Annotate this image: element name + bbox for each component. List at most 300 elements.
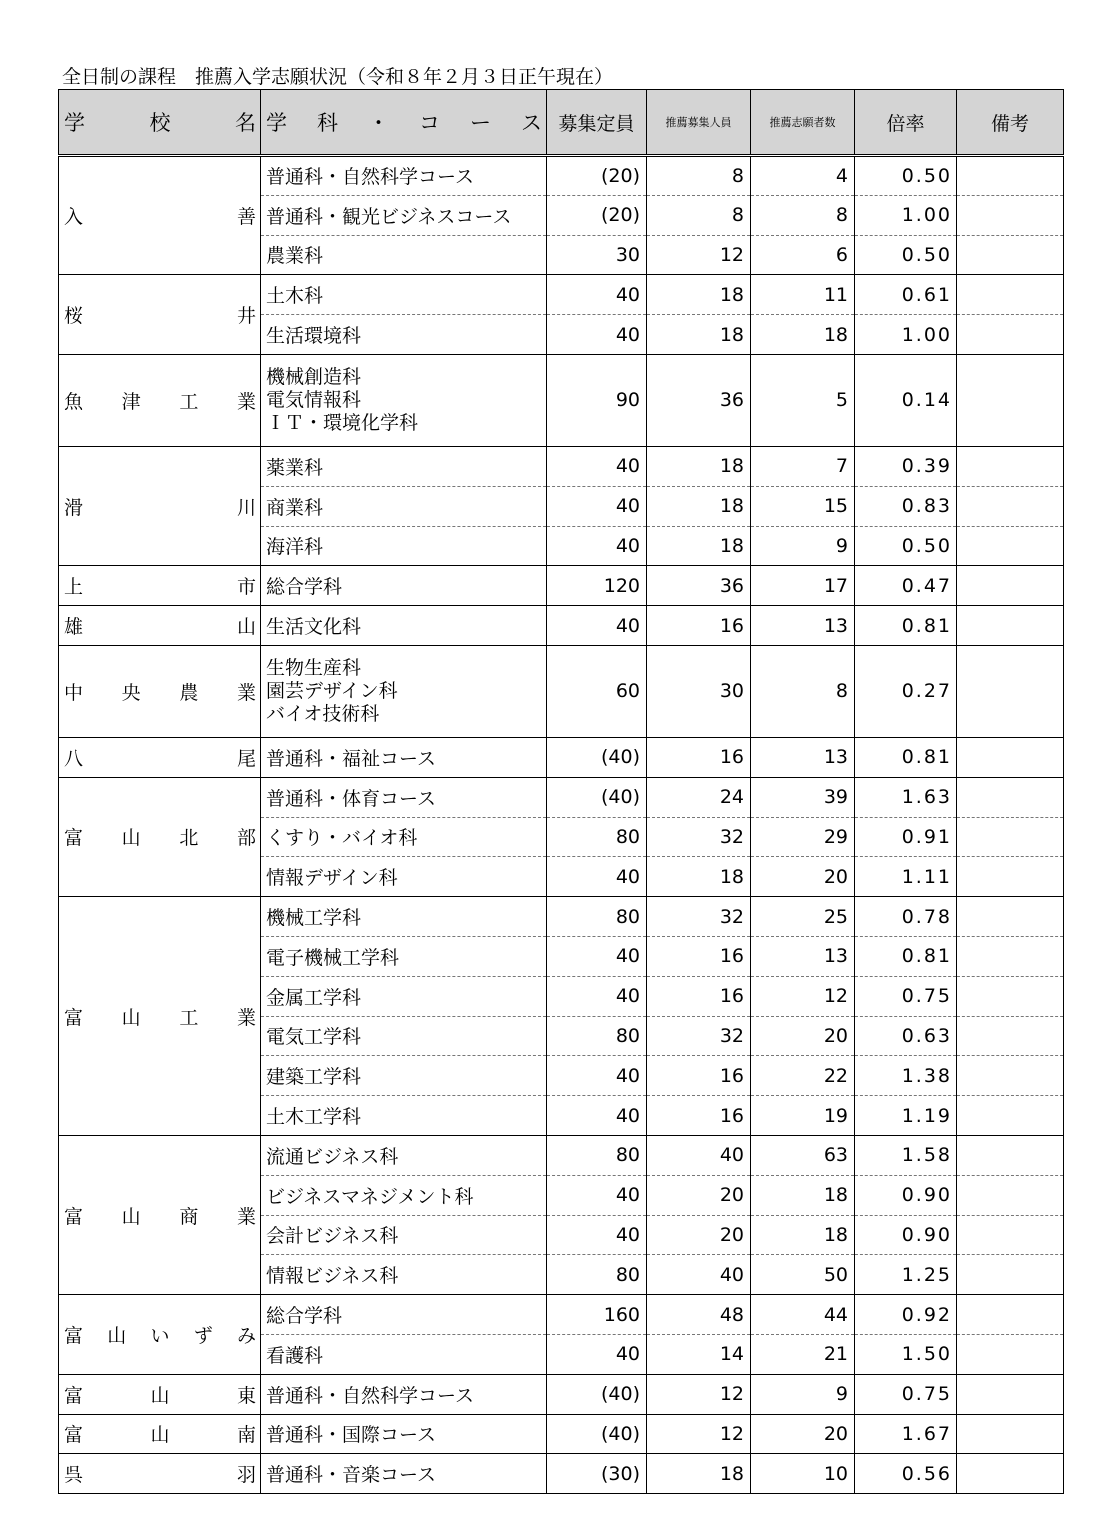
- ratio-cell-text: 0.56: [901, 1462, 952, 1485]
- ratio-cell-text: 0.83: [901, 495, 952, 518]
- capacity-cell-text: 80: [615, 1024, 640, 1047]
- course-cell-text: 情報ビジネス科: [266, 1265, 399, 1288]
- application-status-table: [58, 89, 1064, 1494]
- remarks-cell: [957, 566, 1064, 606]
- applicants-cell-text: 39: [823, 786, 848, 809]
- course-header-char: コ: [419, 111, 440, 135]
- quota-cell-text: 20: [719, 1223, 744, 1246]
- capacity-cell-text: 80: [615, 1263, 640, 1286]
- school-name-char: 入: [64, 206, 84, 229]
- quota-cell-text: 30: [719, 680, 744, 703]
- table-row: [59, 737, 1064, 777]
- school-name-cell: [59, 1295, 261, 1375]
- remarks-header: 備考: [957, 90, 1064, 156]
- ratio-cell: [855, 1135, 957, 1175]
- ratio-cell: [855, 1215, 957, 1255]
- applicants-cell: [751, 1414, 855, 1454]
- school-name-char: 市: [236, 576, 256, 599]
- ratio-cell-text: 0.75: [901, 1383, 952, 1406]
- ratio-cell: [855, 606, 957, 646]
- ratio-cell: [855, 354, 957, 446]
- remarks-cell: [957, 1056, 1064, 1096]
- course-cell-text: 普通科・福祉コース: [266, 747, 437, 770]
- remarks-cell: [957, 315, 1064, 355]
- course-cell: [261, 156, 547, 196]
- ratio-cell-text: 0.91: [901, 825, 952, 848]
- school-name-char: 尾: [236, 747, 256, 770]
- quota-cell: [647, 1334, 751, 1374]
- school-name-cell: [59, 275, 261, 355]
- school-name-char: 八: [64, 747, 84, 770]
- capacity-cell-text: 40: [615, 614, 640, 637]
- course-cell-text: 普通科・観光ビジネスコース: [266, 205, 512, 228]
- ratio-cell: [855, 446, 957, 486]
- remarks-cell: [957, 777, 1064, 817]
- school-name-cell: [59, 777, 261, 896]
- applicants-cell: [751, 195, 855, 235]
- table-row: [59, 606, 1064, 646]
- quota-cell-text: 18: [719, 1462, 744, 1485]
- course-cell: [261, 526, 547, 566]
- capacity-cell: [547, 645, 647, 737]
- ratio-cell-text: 1.00: [901, 323, 952, 346]
- ratio-cell: [855, 1454, 957, 1494]
- course-header-char: 学: [266, 111, 287, 135]
- course-cell-text: 普通科・自然科学コース: [266, 166, 475, 189]
- course-cell-text: 生活文化科: [266, 616, 362, 639]
- applicants-cell: [751, 354, 855, 446]
- quota-cell-text: 16: [719, 1104, 744, 1127]
- ratio-cell-text: 1.19: [901, 1104, 952, 1127]
- applicants-cell-text: 7: [835, 455, 848, 478]
- quota-cell-text: 16: [719, 1064, 744, 1087]
- school-name-char: 工: [179, 1006, 199, 1029]
- quota-cell-text: 18: [719, 455, 744, 478]
- applicants-cell-text: 6: [835, 243, 848, 266]
- ratio-cell: [855, 645, 957, 737]
- course-header-char: ・: [368, 111, 389, 135]
- applicants-header: 推薦志願者数: [751, 90, 855, 156]
- remarks-cell: [957, 1096, 1064, 1136]
- school-name-char: 津: [121, 390, 141, 413]
- quota-cell-text: 32: [719, 905, 744, 928]
- course-header-char: ス: [521, 111, 542, 135]
- school-name-cell: [59, 446, 261, 565]
- table-row: [59, 777, 1064, 817]
- capacity-cell-text: 40: [615, 495, 640, 518]
- course-cell: [261, 777, 547, 817]
- ratio-cell-text: 0.81: [901, 945, 952, 968]
- applicants-cell-text: 25: [823, 905, 848, 928]
- course-cell-text: くすり・バイオ科: [266, 827, 418, 850]
- applicants-cell: [751, 1295, 855, 1335]
- school-name-char: 部: [236, 827, 256, 850]
- course-cell: [261, 1096, 547, 1136]
- ratio-cell: [855, 1295, 957, 1335]
- table-row: [59, 354, 1064, 446]
- quota-cell-text: 18: [719, 865, 744, 888]
- applicants-cell: [751, 486, 855, 526]
- quota-cell-text: 12: [719, 1383, 744, 1406]
- capacity-cell: [547, 1414, 647, 1454]
- applicants-cell-text: 21: [823, 1343, 848, 1366]
- quota-cell-text: 18: [719, 495, 744, 518]
- school-name-char: 山: [150, 1424, 170, 1447]
- quota-cell: [647, 606, 751, 646]
- capacity-cell-text: (20): [600, 204, 640, 227]
- capacity-cell-text: 40: [615, 1064, 640, 1087]
- applicants-cell: [751, 275, 855, 315]
- ratio-cell-text: 0.78: [901, 905, 952, 928]
- applicants-cell: [751, 315, 855, 355]
- ratio-cell-text: 0.92: [901, 1303, 952, 1326]
- applicants-cell-text: 11: [823, 283, 848, 306]
- quota-cell-text: 16: [719, 614, 744, 637]
- remarks-cell: [957, 1295, 1064, 1335]
- applicants-cell-text: 12: [823, 985, 848, 1008]
- course-cell: [261, 566, 547, 606]
- course-cell-text: 機械工学科: [266, 907, 362, 930]
- ratio-cell-text: 0.75: [901, 985, 952, 1008]
- course-cell-text: 総合学科: [266, 576, 343, 599]
- capacity-cell-text: 40: [615, 985, 640, 1008]
- applicants-cell-text: 29: [823, 825, 848, 848]
- capacity-cell-text: 40: [615, 1223, 640, 1246]
- ratio-cell-text: 1.50: [901, 1343, 952, 1366]
- quota-cell: [647, 1175, 751, 1215]
- applicants-cell-text: 15: [823, 495, 848, 518]
- ratio-cell-text: 0.14: [901, 389, 952, 412]
- school-name-char: 富: [64, 1384, 84, 1407]
- school-name-char: 農: [179, 681, 199, 704]
- capacity-cell-text: (40): [600, 1422, 640, 1445]
- school-name-cell: [59, 156, 261, 275]
- quota-cell: [647, 156, 751, 196]
- capacity-cell: [547, 1334, 647, 1374]
- quota-cell: [647, 817, 751, 857]
- school-name-char: 富: [64, 1205, 84, 1228]
- capacity-cell-text: 80: [615, 905, 640, 928]
- applicants-cell-text: 18: [823, 1223, 848, 1246]
- ratio-cell: [855, 526, 957, 566]
- quota-cell: [647, 1374, 751, 1414]
- school-name-char: 魚: [64, 390, 84, 413]
- course-cell-text: 機械創造科 電気情報科 ＩＴ・環境化学科: [266, 365, 419, 434]
- course-cell-text: 土木科: [266, 285, 324, 308]
- course-cell-text: 流通ビジネス科: [266, 1145, 399, 1168]
- applicants-cell: [751, 235, 855, 275]
- school-name-cell: [59, 897, 261, 1136]
- course-cell: [261, 275, 547, 315]
- quota-cell: [647, 315, 751, 355]
- ratio-cell: [855, 777, 957, 817]
- applicants-cell: [751, 1374, 855, 1414]
- school-header-char: 校: [149, 111, 171, 135]
- remarks-cell: [957, 1374, 1064, 1414]
- course-cell: [261, 315, 547, 355]
- quota-cell-text: 40: [719, 1144, 744, 1167]
- remarks-cell: [957, 275, 1064, 315]
- quota-cell: [647, 566, 751, 606]
- course-cell: [261, 606, 547, 646]
- remarks-cell: [957, 606, 1064, 646]
- quota-cell-text: 18: [719, 323, 744, 346]
- quota-cell: [647, 1454, 751, 1494]
- course-cell-text: 建築工学科: [266, 1066, 362, 1089]
- quota-cell-text: 16: [719, 985, 744, 1008]
- ratio-cell: [855, 1374, 957, 1414]
- school-header-char: 名: [235, 111, 256, 135]
- remarks-cell: [957, 1016, 1064, 1056]
- capacity-cell: [547, 1175, 647, 1215]
- school-name-char: 善: [236, 206, 256, 229]
- capacity-cell-text: 40: [615, 1184, 640, 1207]
- course-cell-text: 情報デザイン科: [266, 867, 398, 890]
- applicants-cell-text: 9: [835, 534, 848, 557]
- capacity-cell: [547, 1016, 647, 1056]
- table-row: [59, 156, 1064, 196]
- applicants-cell-text: 13: [823, 614, 848, 637]
- quota-cell-text: 16: [719, 746, 744, 769]
- applicants-cell-text: 17: [823, 574, 848, 597]
- school-name-char: 山: [236, 616, 256, 639]
- applicants-cell: [751, 526, 855, 566]
- ratio-cell: [855, 976, 957, 1016]
- applicants-cell-text: 18: [823, 323, 848, 346]
- capacity-cell: [547, 936, 647, 976]
- remarks-cell: [957, 1135, 1064, 1175]
- ratio-cell: [855, 156, 957, 196]
- applicants-cell-text: 63: [823, 1144, 848, 1167]
- ratio-cell-text: 0.50: [901, 534, 952, 557]
- school-name-char: 南: [236, 1424, 256, 1447]
- course-cell-text: 薬業科: [266, 456, 324, 479]
- course-header-char: 科: [317, 111, 338, 135]
- ratio-cell: [855, 1096, 957, 1136]
- school-name-char: 山: [121, 1006, 141, 1029]
- school-name-char: い: [150, 1324, 170, 1347]
- applicants-cell: [751, 1454, 855, 1494]
- course-cell-text: 土木工学科: [266, 1106, 362, 1129]
- remarks-cell: [957, 526, 1064, 566]
- table-row: [59, 645, 1064, 737]
- capacity-cell-text: 40: [615, 283, 640, 306]
- course-cell-text: 生物生産科 園芸デザイン科 バイオ技術科: [266, 656, 398, 725]
- quota-cell: [647, 195, 751, 235]
- school-name-char: ず: [193, 1324, 213, 1347]
- capacity-cell-text: 80: [615, 1144, 640, 1167]
- capacity-cell-text: 40: [615, 455, 640, 478]
- quota-cell: [647, 486, 751, 526]
- quota-cell: [647, 1056, 751, 1096]
- remarks-cell: [957, 1255, 1064, 1295]
- capacity-cell-text: (40): [600, 786, 640, 809]
- capacity-cell: [547, 1135, 647, 1175]
- quota-cell: [647, 936, 751, 976]
- quota-cell: [647, 354, 751, 446]
- capacity-cell-text: (40): [600, 746, 640, 769]
- quota-cell: [647, 1215, 751, 1255]
- capacity-cell: [547, 1454, 647, 1494]
- capacity-cell-text: 40: [615, 534, 640, 557]
- course-cell: [261, 235, 547, 275]
- applicants-cell-text: 50: [823, 1263, 848, 1286]
- applicants-cell-text: 10: [823, 1462, 848, 1485]
- applicants-cell-text: 18: [823, 1184, 848, 1207]
- quota-cell-text: 20: [719, 1184, 744, 1207]
- course-cell: [261, 1215, 547, 1255]
- course-cell-text: 普通科・音楽コース: [266, 1464, 437, 1487]
- remarks-cell: [957, 486, 1064, 526]
- course-cell-text: 普通科・体育コース: [266, 787, 437, 810]
- course-cell: [261, 1295, 547, 1335]
- course-cell: [261, 354, 547, 446]
- quota-cell-text: 18: [719, 283, 744, 306]
- quota-cell: [647, 526, 751, 566]
- table-row: [59, 1374, 1064, 1414]
- remarks-cell: [957, 156, 1064, 196]
- course-cell-text: 海洋科: [266, 536, 324, 559]
- school-name-char: 川: [236, 496, 256, 519]
- school-name-cell: [59, 354, 261, 446]
- ratio-cell: [855, 936, 957, 976]
- applicants-cell-text: 13: [823, 746, 848, 769]
- ratio-cell-text: 0.61: [901, 283, 952, 306]
- applicants-cell: [751, 1215, 855, 1255]
- ratio-cell-text: 1.67: [901, 1422, 952, 1445]
- ratio-cell: [855, 1056, 957, 1096]
- school-name-cell: [59, 1454, 261, 1494]
- school-name-char: 富: [64, 1324, 84, 1347]
- course-cell-text: 看護科: [266, 1344, 324, 1367]
- course-cell: [261, 486, 547, 526]
- applicants-cell-text: 20: [823, 865, 848, 888]
- capacity-cell-text: 40: [615, 323, 640, 346]
- remarks-cell: [957, 235, 1064, 275]
- school-name-char: 商: [179, 1205, 199, 1228]
- ratio-cell-text: 0.50: [901, 164, 952, 187]
- school-name-char: 業: [236, 681, 256, 704]
- capacity-cell-text: 40: [615, 865, 640, 888]
- remarks-cell: [957, 936, 1064, 976]
- course-cell-text: 電気工学科: [266, 1026, 362, 1049]
- quota-cell: [647, 857, 751, 897]
- applicants-cell-text: 13: [823, 945, 848, 968]
- applicants-cell: [751, 1096, 855, 1136]
- capacity-cell-text: 160: [603, 1303, 640, 1326]
- school-name-char: 富: [64, 1424, 84, 1447]
- applicants-cell: [751, 817, 855, 857]
- applicants-cell: [751, 976, 855, 1016]
- capacity-cell-text: 80: [615, 825, 640, 848]
- applicants-cell-text: 44: [823, 1303, 848, 1326]
- quota-cell-text: 36: [719, 389, 744, 412]
- remarks-cell: [957, 897, 1064, 937]
- course-cell-text: ビジネスマネジメント科: [266, 1185, 474, 1208]
- school-name-cell: [59, 606, 261, 646]
- applicants-cell: [751, 857, 855, 897]
- applicants-cell-text: 8: [835, 680, 848, 703]
- applicants-cell: [751, 1175, 855, 1215]
- course-cell-text: 金属工学科: [266, 986, 362, 1009]
- capacity-cell: [547, 315, 647, 355]
- applicants-cell: [751, 606, 855, 646]
- ratio-cell: [855, 1334, 957, 1374]
- capacity-cell: [547, 195, 647, 235]
- quota-cell-text: 12: [719, 1422, 744, 1445]
- ratio-cell-text: 0.50: [901, 243, 952, 266]
- quota-cell: [647, 275, 751, 315]
- course-cell: [261, 1454, 547, 1494]
- capacity-cell: [547, 235, 647, 275]
- applicants-cell-text: 4: [835, 164, 848, 187]
- ratio-cell: [855, 235, 957, 275]
- course-cell: [261, 1374, 547, 1414]
- applicants-cell: [751, 156, 855, 196]
- school-name-char: 山: [121, 827, 141, 850]
- quota-cell: [647, 1016, 751, 1056]
- capacity-header: 募集定員: [547, 90, 647, 156]
- applicants-cell: [751, 1135, 855, 1175]
- quota-cell-text: 8: [731, 164, 744, 187]
- header-row: [59, 90, 1064, 156]
- school-name-cell: [59, 1374, 261, 1414]
- capacity-cell-text: 90: [615, 389, 640, 412]
- quota-cell: [647, 976, 751, 1016]
- ratio-cell: [855, 566, 957, 606]
- table-row: [59, 566, 1064, 606]
- school-name-char: 雄: [64, 616, 84, 639]
- capacity-cell: [547, 486, 647, 526]
- applicants-cell-text: 20: [823, 1024, 848, 1047]
- capacity-cell: [547, 566, 647, 606]
- ratio-cell: [855, 1175, 957, 1215]
- ratio-cell-text: 0.39: [901, 455, 952, 478]
- applicants-cell-text: 8: [835, 204, 848, 227]
- remarks-cell: [957, 354, 1064, 446]
- school-name-char: 井: [236, 305, 256, 328]
- ratio-cell-text: 0.81: [901, 614, 952, 637]
- course-cell-text: 普通科・国際コース: [266, 1424, 437, 1447]
- capacity-cell: [547, 1295, 647, 1335]
- remarks-cell: [957, 1215, 1064, 1255]
- remarks-cell: [957, 1334, 1064, 1374]
- applicants-cell-text: 19: [823, 1104, 848, 1127]
- course-cell-text: 生活環境科: [266, 325, 362, 348]
- capacity-cell: [547, 446, 647, 486]
- remarks-cell: [957, 645, 1064, 737]
- capacity-cell: [547, 526, 647, 566]
- quota-cell: [647, 1135, 751, 1175]
- capacity-cell: [547, 275, 647, 315]
- school-name-char: 央: [121, 681, 141, 704]
- course-cell-text: 電子機械工学科: [266, 946, 400, 969]
- school-name-char: 山: [150, 1384, 170, 1407]
- ratio-cell: [855, 897, 957, 937]
- capacity-cell-text: (20): [600, 164, 640, 187]
- ratio-cell: [855, 486, 957, 526]
- ratio-cell-text: 0.47: [901, 574, 952, 597]
- remarks-cell: [957, 195, 1064, 235]
- school-name-char: 中: [64, 681, 84, 704]
- school-name-cell: [59, 1135, 261, 1294]
- quota-cell-text: 12: [719, 243, 744, 266]
- course-cell: [261, 446, 547, 486]
- ratio-cell: [855, 195, 957, 235]
- school-name-char: 工: [179, 390, 199, 413]
- school-name-cell: [59, 645, 261, 737]
- school-name-char: 東: [236, 1384, 256, 1407]
